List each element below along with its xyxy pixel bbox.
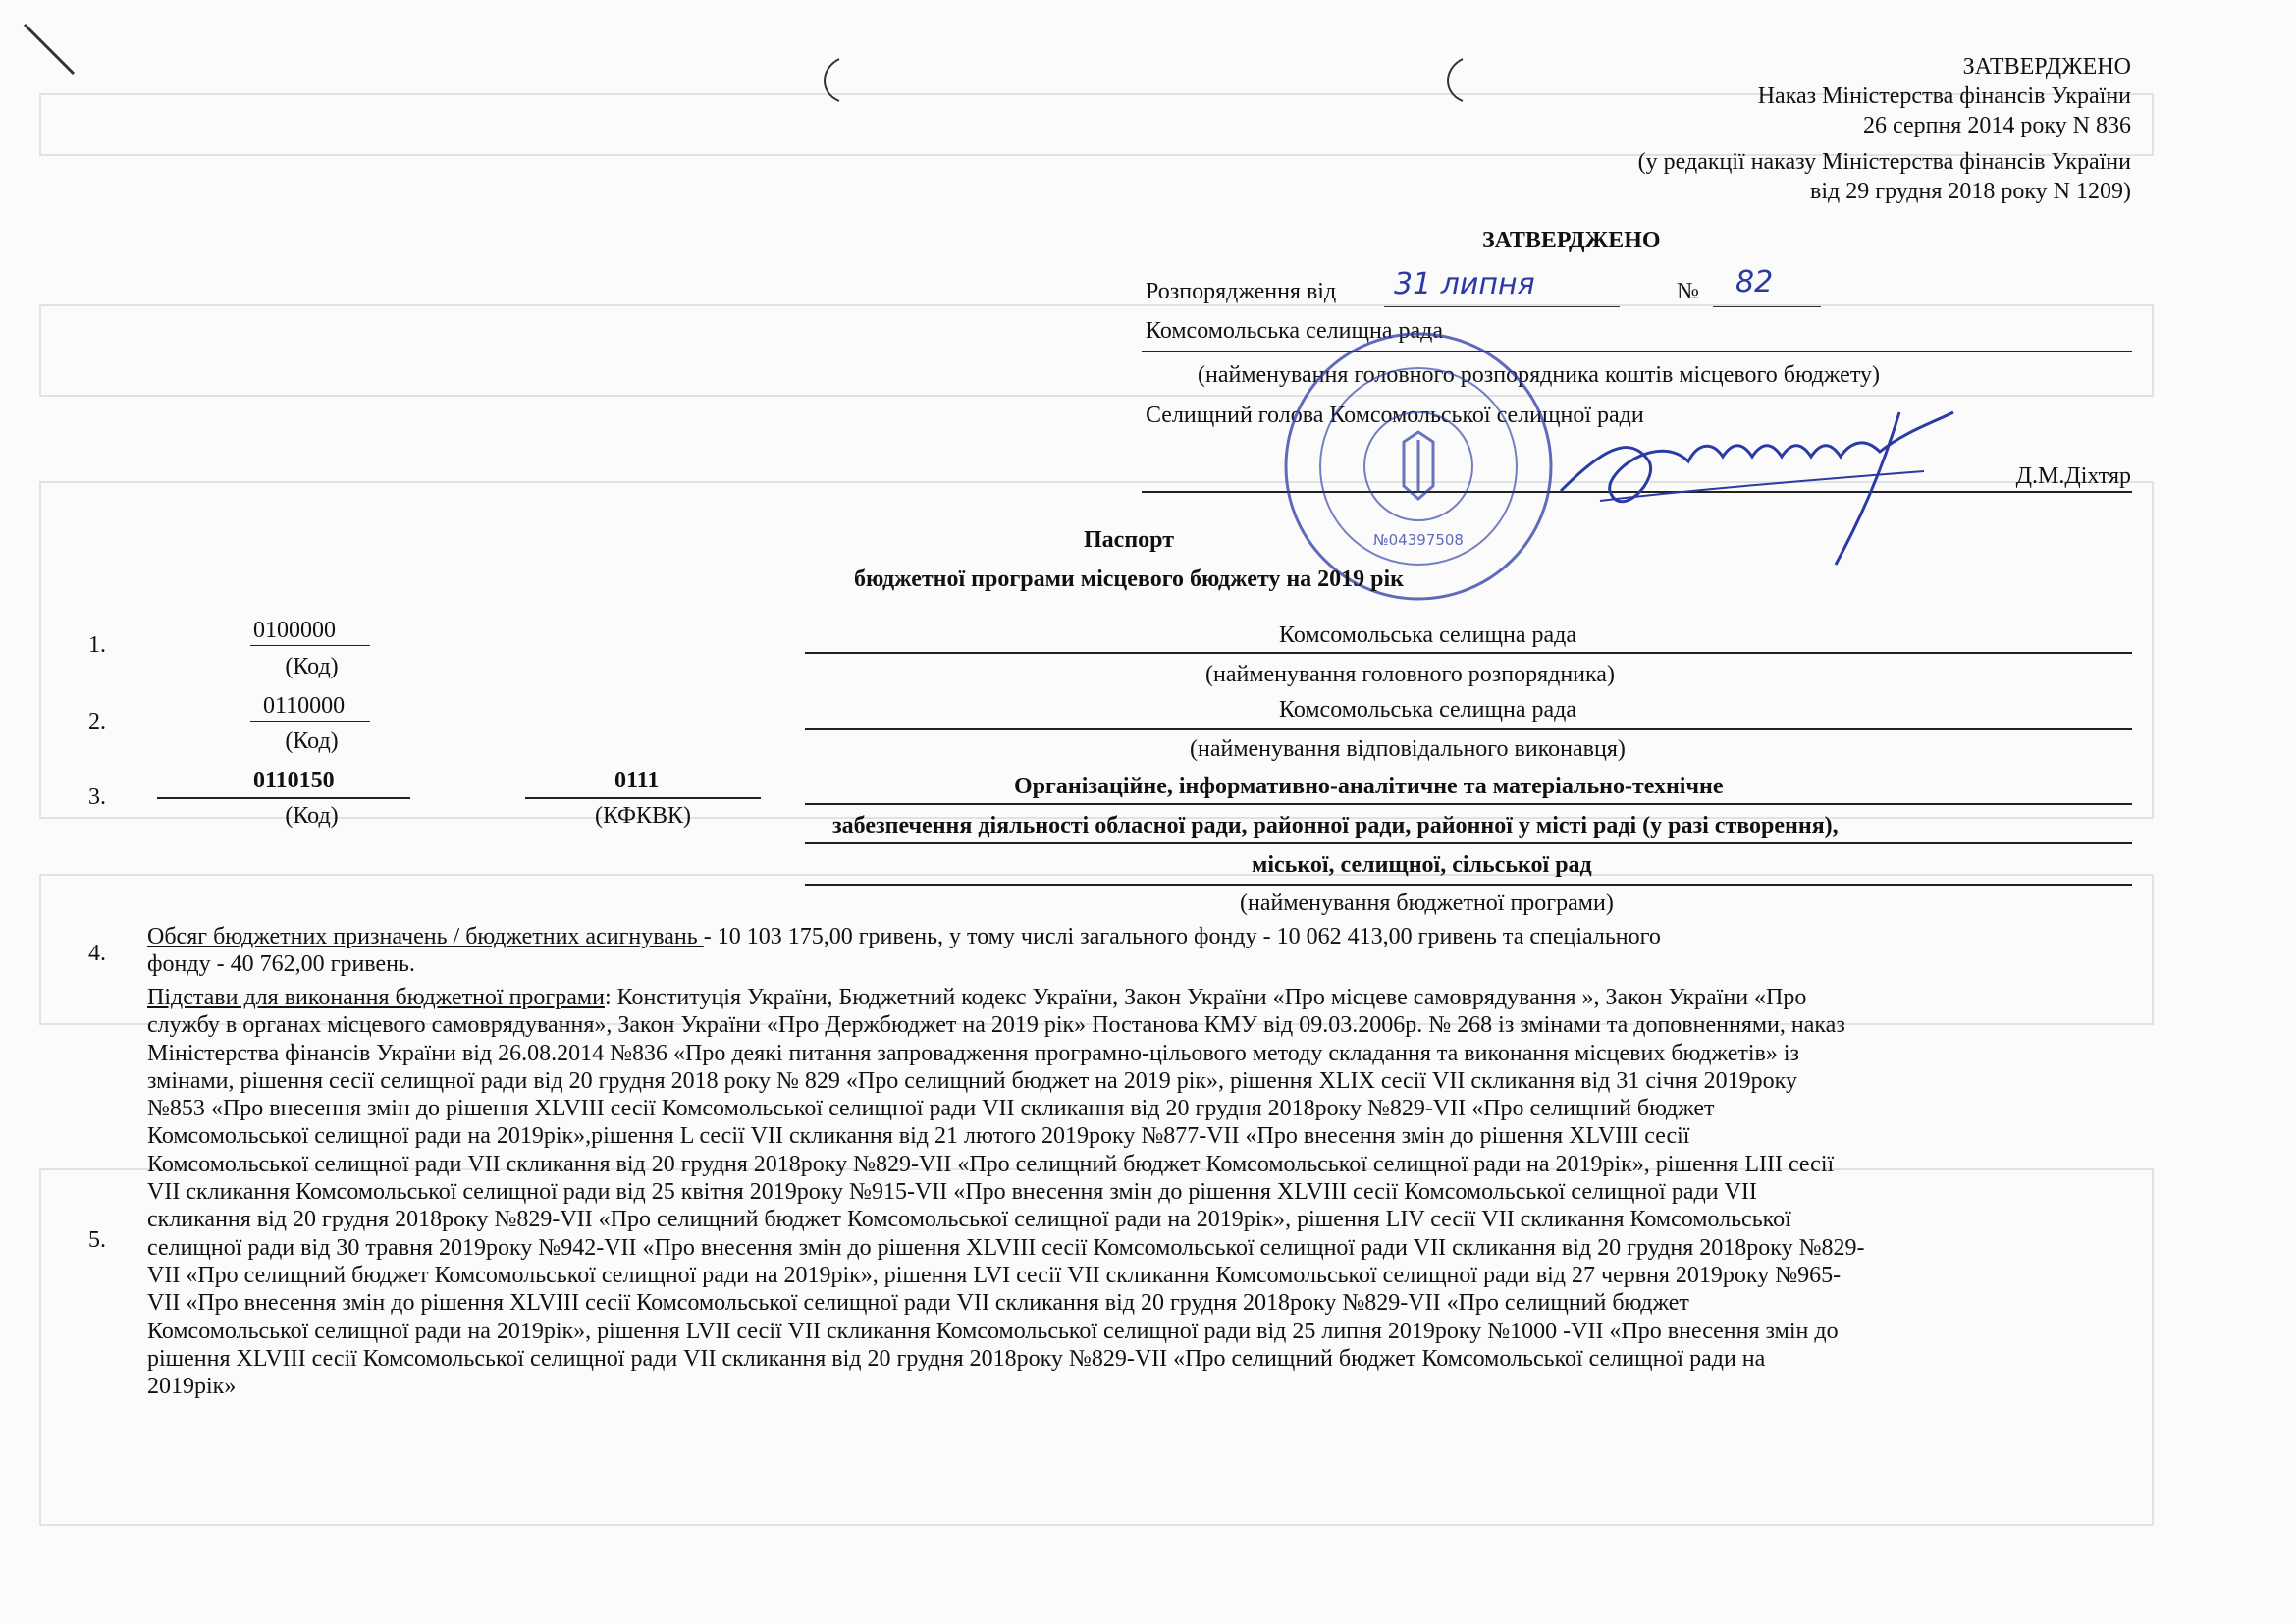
item5-line-11: VII «Про внесення змін до рішення XLVIII сесії Комсомольської селищної ради VII скликання від 20 грудня 2018року №829-VII «Про селищний бюджет [147, 1290, 1689, 1317]
item5-line-12: Комсомольської селищної ради на 2019рік», рішення LVII сесії VII скликання Комсомольської селищної ради від 25 липня 2019року №1000 -VII «Про внесення змін до [147, 1318, 1839, 1344]
row3-code-line [157, 797, 410, 799]
item5-line-10: VII «Про селищний бюджет Комсомольської селищної ради на 2019рік», рішення LVI сесії VII скликання Комсомольської селищної ради від 27 червня 2019року №965- [147, 1262, 1842, 1288]
order-date-underline [1384, 306, 1620, 307]
item4-text-line2: фонду - 40 762,00 гривень. [147, 951, 415, 978]
approval-org: Комсомольська селищна рада [1146, 318, 1443, 344]
row2-name-line [805, 728, 2132, 730]
row3-num: 3. [88, 785, 106, 810]
approval-org-caption: (найменування головного розпорядника коштів місцевого бюджету) [1198, 362, 1880, 388]
head-title: Селищний голова Комсомольської селищної ради [1146, 403, 1644, 428]
row3-name-line2: забезпечення діяльності обласної ради, районної ради, районної у місті раді (у разі створення), [832, 813, 1839, 839]
item5-line-0: : Конституція України, Бюджетний кодекс України, Закон України «Про місцеве самоврядування », Закон України «Про [604, 985, 1807, 1010]
signature-image [1541, 373, 1963, 569]
row3-name-caption: (найменування бюджетної програми) [1240, 891, 1614, 916]
order-label: Розпорядження від [1146, 279, 1337, 304]
item5-line-2: Міністерства фінансів України від 26.08.2014 №836 «Про деякі питання запровадження програмно-цільового методу складання та виконання місцевих бюджетів» із [147, 1040, 1799, 1066]
item4-text [147, 923, 2130, 979]
item5-line-7: VII скликання Комсомольської селищної ради від 25 квітня 2019року №915-VII «Про внесення змін до рішення XLVIII сесії Комсомольської селищної ради VII [147, 1179, 1757, 1206]
row3-code: 0110150 [253, 768, 335, 793]
row3-kfkvk: 0111 [614, 768, 660, 793]
row2-code-caption: (Код) [285, 729, 339, 754]
row2-name-caption: (найменування відповідального виконавця) [1190, 736, 1626, 762]
row2-num: 2. [88, 709, 106, 734]
row1-name-line [805, 652, 2132, 654]
punch-hole-icon [815, 54, 844, 103]
item5-line-13: рішення XLVIII сесії Комсомольської селищної ради VII скликання від 20 грудня 2018року №829-VII «Про селищний бюджет Комсомольської селищної ради на [147, 1345, 1766, 1372]
approval-top-title: ЗАТВЕРДЖЕНО [1962, 54, 2131, 80]
scan-mark-icon [20, 20, 79, 79]
row3-name-line3: міської, селищної, сільської рад [1252, 852, 1592, 878]
row3-name-line2-rule [805, 842, 2132, 844]
item5-line-3: змінами, рішення сесії селищної ради від 20 грудня 2018 року № 829 «Про селищний бюджет на 2019 рік», рішення XLIX сесії VII скликання від 31 січня 2019року [147, 1067, 1797, 1094]
item5-line-4: №853 «Про внесення змін до рішення XLVIII сесії Комсомольської селищної ради VII скликання від 20 грудня 2018року №829-VII «Про селищний бюджет [147, 1096, 1715, 1122]
item5-text [147, 984, 2130, 1400]
item5-line-1: службу в органах місцевого самоврядування», Закон України «Про Держбюджет на 2019 рік» Постанова КМУ від 09.03.2006р. № 268 із змінами та доповненнями, наказ [147, 1012, 1845, 1039]
row3-kfkvk-line [525, 797, 761, 799]
row2-code-underline [250, 721, 370, 722]
item5-line-8: скликання від 20 грудня 2018року №829-VII «Про селищний бюджет Комсомольської селищної ради на 2019рік», рішення LIV сесії VII скликання Комсомольської [147, 1207, 1791, 1233]
item5-label: Підстави для виконання бюджетної програми [147, 985, 605, 1010]
row2-code: 0110000 [263, 693, 346, 719]
punch-hole-icon [1438, 54, 1468, 103]
approval-local-title: ЗАТВЕРДЖЕНО [1482, 228, 1661, 253]
row3-kfkvk-caption: (КФКВК) [595, 803, 691, 829]
item4-label: Обсяг бюджетних призначень / бюджетних асигнувань [147, 924, 704, 949]
number-label: № [1677, 279, 1699, 304]
item5-line-9: селищної ради від 30 травня 2019року №942-VII «Про внесення змін до рішення XLVIII сесії Комсомольської селищної ради VII скликання від 20 грудня 2018року №829- [147, 1234, 1865, 1261]
order-date-handwritten: 31 липня [1394, 267, 1535, 301]
row3-code-caption: (Код) [285, 803, 339, 829]
order-number-underline [1713, 306, 1821, 307]
row1-code-underline [250, 645, 370, 646]
approval-top-line4: (у редакції наказу Міністерства фінансів України [1637, 149, 2131, 175]
row3-name-line3-rule [805, 884, 2132, 886]
item5-line-6: Комсомольської селищної ради VII скликання від 20 грудня 2018року №829-VII «Про селищний бюджет Комсомольської селищної ради на 2019рік», рішення LIII сесії [147, 1151, 1835, 1177]
item4-text-line1: - 10 103 175,00 гривень, у тому числі загального фонду - 10 062 413,00 гривень та спеціального [703, 924, 1661, 949]
item5-line-14: 2019рік» [147, 1374, 237, 1400]
row1-code: 0100000 [253, 618, 336, 643]
row1-code-caption: (Код) [285, 654, 339, 679]
item5-num: 5. [88, 1227, 106, 1253]
row1-num: 1. [88, 632, 106, 658]
row3-name-line1-rule [805, 803, 2132, 805]
approval-top-line5: від 29 грудня 2018 року N 1209) [1810, 179, 2131, 204]
item4-num: 4. [88, 941, 106, 966]
passport-title: Паспорт [1084, 527, 1174, 553]
approval-top-line2: Наказ Міністерства фінансів України [1757, 83, 2131, 109]
head-name: Д.М.Діхтяр [2015, 463, 2131, 489]
approval-top-line3: 26 серпня 2014 року N 836 [1863, 113, 2131, 138]
row1-name: Комсомольська селищна рада [1279, 623, 1576, 648]
item5-line-5: Комсомольської селищної ради на 2019рік»,рішення L сесії VII скликання від 21 лютого 2019року №877-VII «Про внесення змін до рішення XLVIII сесії [147, 1123, 1690, 1150]
seal-code: №04397508 [1373, 531, 1464, 549]
row2-name: Комсомольська селищна рада [1279, 697, 1576, 723]
row1-name-caption: (найменування головного розпорядника) [1205, 662, 1615, 687]
order-number-handwritten: 82 [1735, 265, 1774, 299]
row3-name-line1: Організаційне, інформативно-аналітичне та матеріально-технічне [1014, 774, 1724, 799]
passport-subtitle: бюджетної програми місцевого бюджету на 2019 рік [854, 567, 1404, 592]
